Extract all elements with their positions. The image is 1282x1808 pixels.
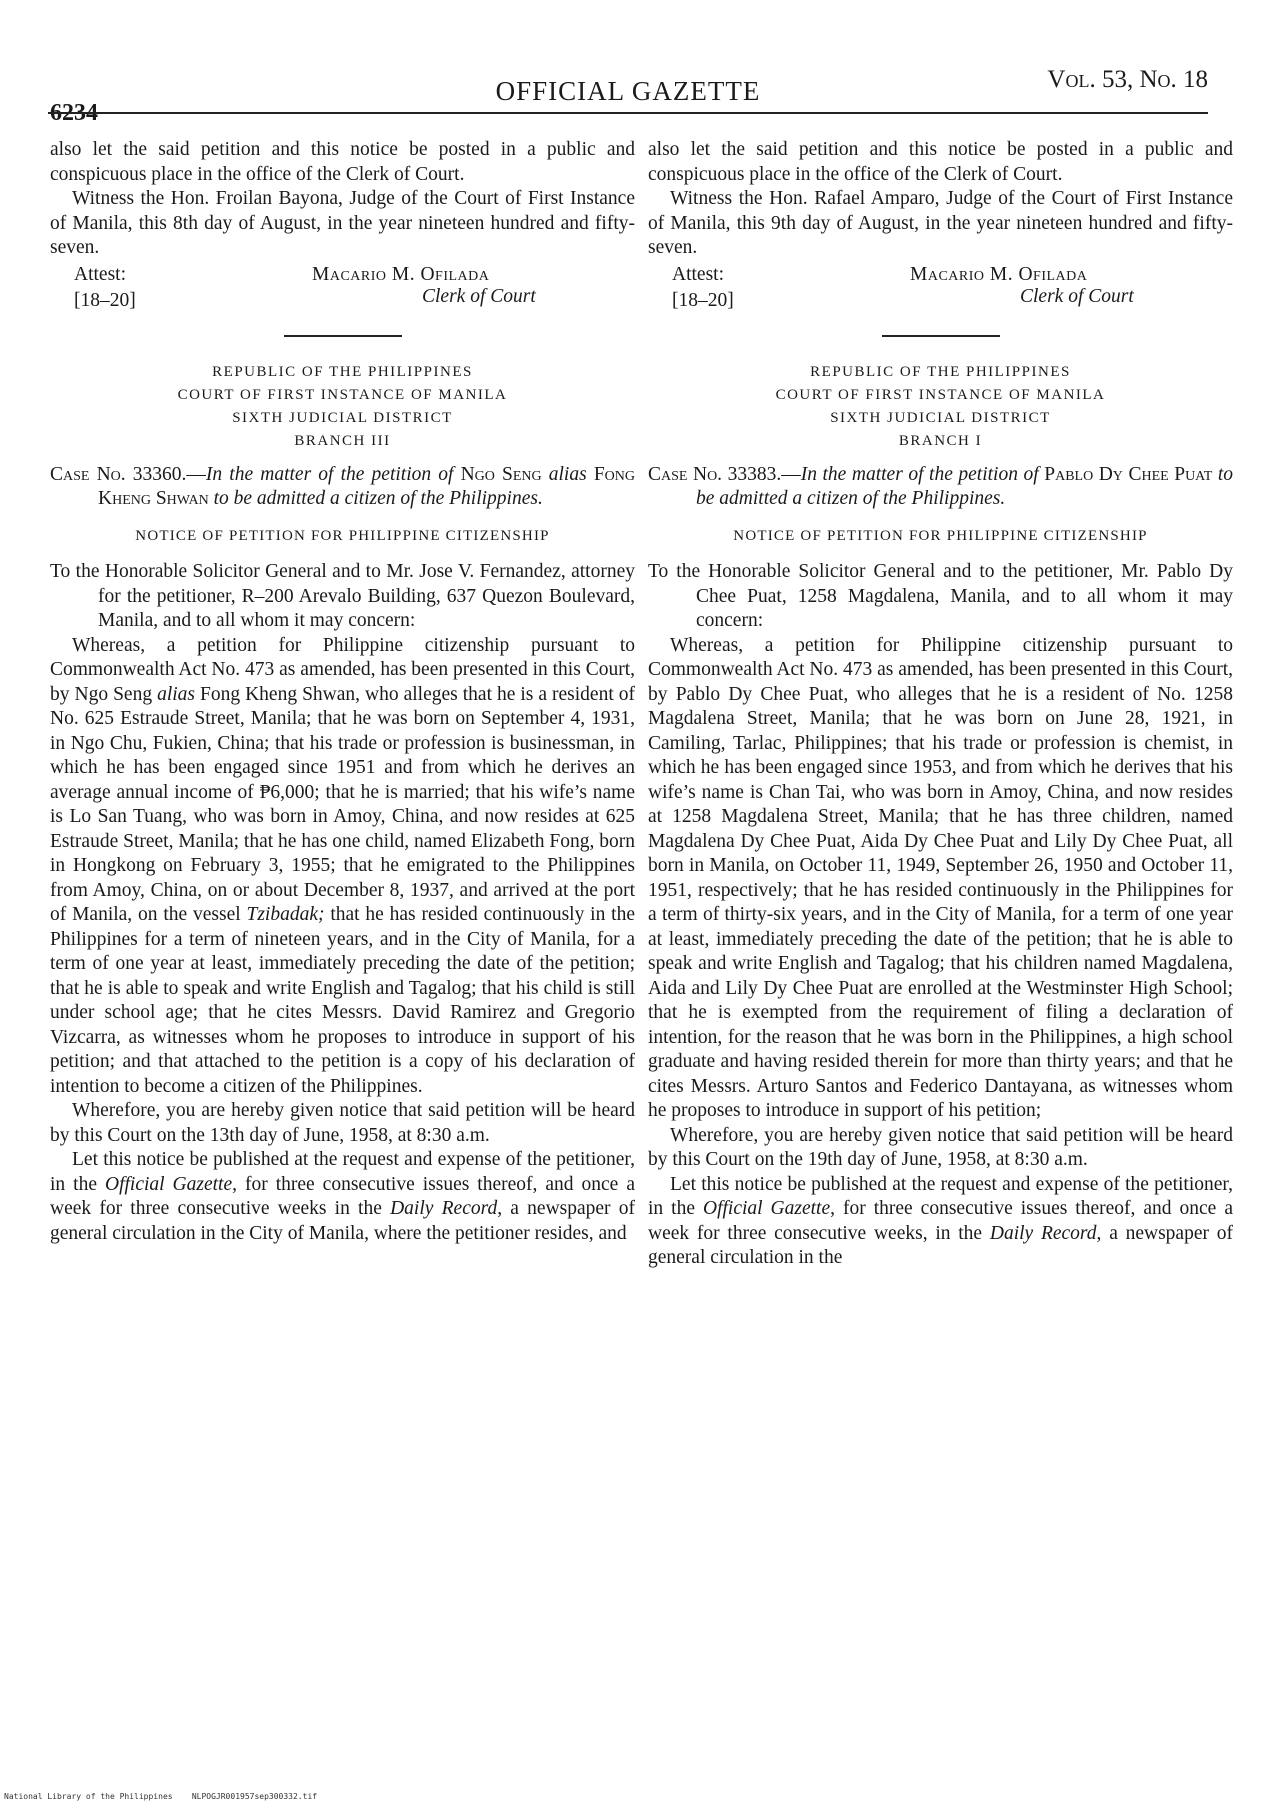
court-line: SIXTH JUDICIAL DISTRICT <box>232 409 453 426</box>
clerk-name: Macario M. Ofilada <box>910 263 1088 285</box>
court-line: BRANCH III <box>294 432 391 449</box>
continued-text: also let the said petition and this notice be posted in a public and conspicuous place in the office of the Clerk of Court. <box>648 139 1233 185</box>
footer-file: NLPOGJR001957sep300332.tif <box>191 1792 318 1801</box>
court-line: COURT OF FIRST INSTANCE OF MANILA <box>775 386 1106 403</box>
witness-paragraph: Witness the Hon. Froilan Bayona, Judge of the Court of First Instance of Manila, this 8th day of August, in the year nineteen hundred and fifty-seven. <box>50 188 635 258</box>
clerk-name: Macario M. Ofilada <box>312 263 490 285</box>
section-divider <box>882 335 1000 337</box>
page-number: 6234 <box>50 100 98 126</box>
footer-source: National Library of the Philippines <box>4 1792 173 1801</box>
whereas-paragraph: Whereas, a petition for Philippine citizenship pursuant to Commonwealth Act No. 473 as amended, has been presented in this Court, by Ngo Seng alias Fong Kheng Shwan, who alleges that he is a resident of No. 625 Estraude Street, Manila; that he was born on September 4, 1931, in Ngo Chu, Fukien, China; that his trade or profession is businessman, in which he has been engaged since 1951 and from which he derives an average annual income of ₱6,000; that he is married; that his wife’s name is Lo San Tuang, who was born in Amoy, China, and now resides at 625 Estraude Street, Manila; that he has one child, named Elizabeth Fong, born in Hongkong on February 3, 1955; that he emigrated to the Philippines from Amoy, China, on or about December 8, 1937, and arrived at the port of Manila, on the vessel Tzibadak; that he has resided continuously in the Philippines for a term of nineteen years, and in the City of Manila, for a term of one year at least, immediately preceding the date of the petition; that he is able to speak and write English and Tagalog; that his child is still under school age; that he cites Messrs. David Ramirez and Gregorio Vizcarra, as witnesses whom he proposes to introduce in support of his petition; and that attached to the petition is a copy of his declaration of intention to become a citizen of the Philippines. <box>50 634 635 1097</box>
clerk-title: Clerk of Court <box>422 285 536 307</box>
case-text: to be admitted a citizen of the Philippines. <box>208 488 543 509</box>
petitioner-alias: Fong Kheng Shwan <box>98 463 635 509</box>
attest-block <box>648 263 1233 321</box>
whereas-paragraph: Whereas, a petition for Philippine citizenship pursuant to Commonwealth Act No. 473 as amended, has been presented in this Court, by Pablo Dy Chee Puat, who alleges that he is a resident of No. 1258 Magdalena Street, Manila; that he was born on June 28, 1921, in Camiling, Tarlac, Philippines; that his trade or profession is chemist, in which he has been engaged since 1953, and from which he derives that his wife’s name is Chan Tai, who was born in Amoy, China, and now resides at 1258 Magdalena Street, Manila; that he has three children, named Magdalena Dy Chee Puat, Aida Dy Chee Puat and Lily Dy Chee Puat, all born in Manila, on October 11, 1949, September 26, 1950 and October 11, 1951, respectively; that he has resided continuously in the Philippines for a term of thirty-six years, and in the City of Manila, for a term of one year at least, immediately preceding the date of the petition; that he is able to speak and write English and Tagalog; that his children named Magdalena, Aida and Lily Dy Chee Puat are enrolled at the Westminster High School; that he is exempted from the requirement of filing a declaration of intention, for the reason that he was born in the Philippines, a high school graduate and having resided therein for more than thirty years; and that he cites Messrs. Arturo Santos and Federico Dantayana, as witnesses whom he proposes to introduce in support of his petition; <box>648 634 1233 1121</box>
attest-number: [18–20] <box>74 289 136 311</box>
alias-word: alias <box>541 463 594 485</box>
petitioner-name: Pablo Dy Chee Puat <box>1044 463 1213 485</box>
court-line: BRANCH I <box>898 432 983 449</box>
addressee: To the Honorable Solicitor General and to the petitioner, Mr. Pablo Dy Chee Puat, 1258 Magdalena, Manila, and to all whom it may concern: <box>648 561 1233 631</box>
publication-paragraph: Let this notice be published at the request and expense of the petitioner, in the Official Gazette, for three consecutive issues thereof, and once a week for three consecutive weeks, in the Daily Record, a newspaper of general circulation in the <box>648 1173 1233 1268</box>
court-line: REPUBLIC OF THE PHILIPPINES <box>212 363 473 380</box>
wherefore-paragraph: Wherefore, you are hereby given notice that said petition will be heard by this Court on the 19th day of June, 1958, at 8:30 a.m. <box>648 1124 1233 1170</box>
case-caption <box>648 463 1233 512</box>
case-text: to be admitted a citizen of the Philippines. <box>696 463 1234 509</box>
court-line: REPUBLIC OF THE PHILIPPINES <box>810 363 1071 380</box>
attest-label: Attest: <box>74 263 126 285</box>
court-heading <box>50 361 635 453</box>
court-line: COURT OF FIRST INSTANCE OF MANILA <box>177 386 508 403</box>
publication-paragraph: Let this notice be published at the request and expense of the petitioner, in the Official Gazette, for three consecutive issues thereof, and once a week for three consecutive weeks in the Daily Record, a newspaper of general circulation in the City of Manila, where the petitioner resides, and <box>50 1149 635 1244</box>
header-rule <box>48 112 1208 114</box>
attest-number: [18–20] <box>672 289 734 311</box>
section-divider <box>284 335 402 337</box>
notice-heading: NOTICE OF PETITION FOR PHILIPPINE CITIZENSHIP <box>135 527 550 544</box>
clerk-title: Clerk of Court <box>1020 285 1134 307</box>
case-number: Case No. 33360.— <box>50 463 206 485</box>
scan-footer <box>4 1792 317 1801</box>
attest-block <box>50 263 635 321</box>
attest-label: Attest: <box>672 263 724 285</box>
witness-paragraph: Witness the Hon. Rafael Amparo, Judge of the Court of First Instance of Manila, this 9th day of August, in the year nineteen hundred and fifty-seven. <box>648 188 1233 258</box>
case-caption <box>50 463 635 512</box>
case-text: In the matter of the petition of <box>800 463 1045 485</box>
continued-text: also let the said petition and this notice be posted in a public and conspicuous place in the office of the Clerk of Court. <box>50 139 635 185</box>
petitioner-name: Ngo Seng <box>460 463 542 485</box>
court-line: SIXTH JUDICIAL DISTRICT <box>830 409 1051 426</box>
publication-title: OFFICIAL GAZETTE <box>495 76 761 106</box>
case-number: Case No. 33383.— <box>648 463 801 485</box>
wherefore-paragraph: Wherefore, you are hereby given notice that said petition will be heard by this Court on the 13th day of June, 1958, at 8:30 a.m. <box>50 1100 635 1146</box>
volume-number: Vol. 53, No. 18 <box>1047 66 1208 93</box>
court-heading <box>648 361 1233 453</box>
notice-heading: NOTICE OF PETITION FOR PHILIPPINE CITIZENSHIP <box>733 527 1148 544</box>
addressee: To the Honorable Solicitor General and to Mr. Jose V. Fernandez, attorney for the petitioner, R–200 Arevalo Building, 637 Quezon Boulevard, Manila, and to all whom it may concern: <box>50 561 635 631</box>
right-column <box>648 138 1233 1271</box>
case-text: In the matter of the petition of <box>205 463 461 485</box>
left-column <box>50 138 635 1246</box>
